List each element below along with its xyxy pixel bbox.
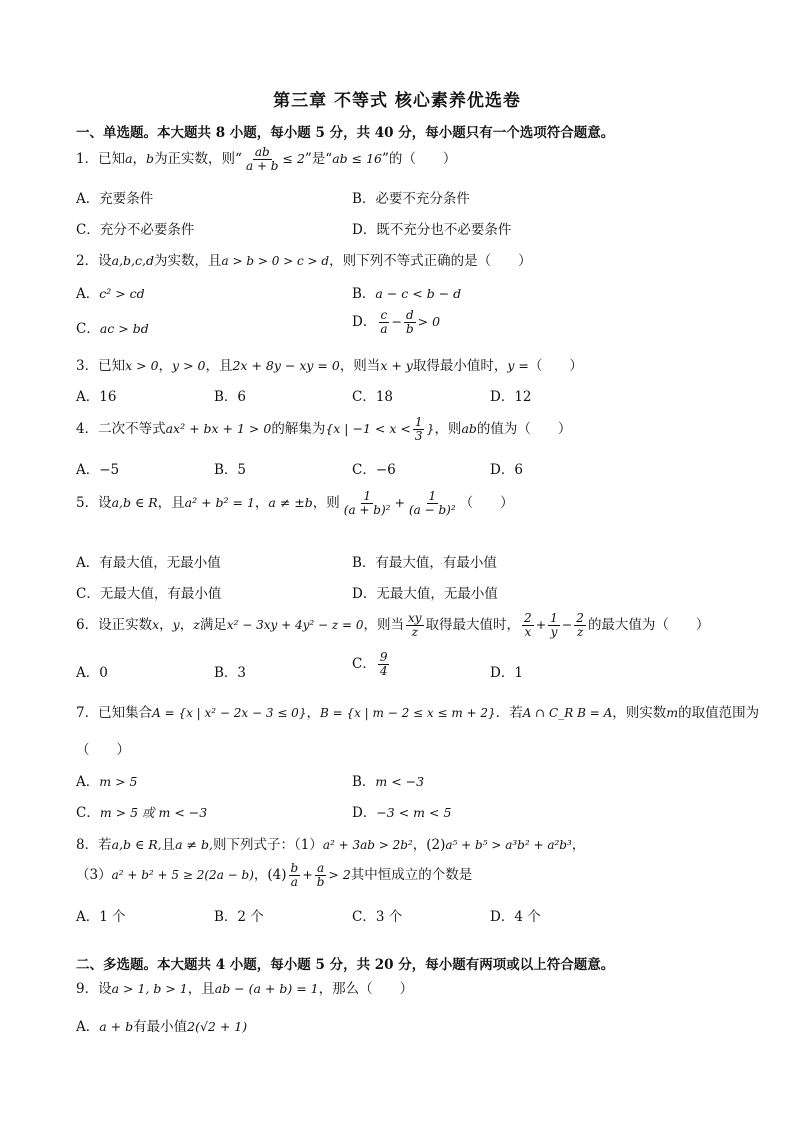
section-heading-multiple-choice: 二、多选题。本大题共 4 小题，每小题 5 分，共 20 分，每小题有两项或以上符合题意。 <box>76 957 615 973</box>
q2-option-d[interactable]: D． $\frac{c}{a}$ − $\frac{d}{b}$ > 0 <box>352 308 441 336</box>
q4-option-a[interactable]: A．−5 <box>76 462 120 478</box>
q5-option-a[interactable]: A．有最大值，无最小值 <box>76 555 221 571</box>
q2-option-a[interactable]: A．c² > cd <box>76 286 145 302</box>
question-9: 9．设a > 1, b > 1，且ab − (a + b) = 1，那么（ ） <box>76 981 414 997</box>
question-5: 5．设a,b ∈ R，且a² + b² = 1，a ≠ ±b，则 $\frac{1}{\text{(a + b)²}}$ + $\frac{1}{\text{(a − b)²}}$ （ ） <box>76 489 514 517</box>
question-8: 8．若a,b ∈ R,且a ≠ b,则下列式子：（1）a² + 3ab > 2b²，(2)a⁵ + b⁵ > a³b² + a²b³， <box>76 837 586 853</box>
q5-option-d[interactable]: D．无最大值，无最小值 <box>352 586 498 602</box>
q8-option-a[interactable]: A．1 个 <box>76 909 126 925</box>
q6-option-b[interactable]: B．3 <box>214 665 247 681</box>
q3-option-c[interactable]: C．18 <box>352 389 394 405</box>
q4-option-d[interactable]: D．6 <box>490 462 523 478</box>
q6-option-c[interactable]: C． $\frac{9}{4}$ <box>352 650 388 678</box>
question-1: 1．已知a，b为正实数，则“ $\frac{ab}{a + b}$ ≤ 2”是“ab ≤ 16”的（ ） <box>76 145 457 173</box>
page-title: 第三章 不等式 核心素养优选卷 <box>273 91 521 111</box>
q7-option-b[interactable]: B．m < −3 <box>352 774 425 790</box>
q2-option-b[interactable]: B．a − c < b − d <box>352 286 462 302</box>
q7-option-c[interactable]: C．m > 5 或 m < −3 <box>76 805 208 821</box>
q7-option-a[interactable]: A．m > 5 <box>76 774 138 790</box>
q6-option-a[interactable]: A．0 <box>76 665 108 681</box>
q8-option-d[interactable]: D．4 个 <box>490 909 541 925</box>
q8-option-b[interactable]: B．2 个 <box>214 909 264 925</box>
question-2: 2．设a,b,c,d为实数，且a > b > 0 > c > d，则下列不等式正确的是（ ） <box>76 253 532 269</box>
q5-option-b[interactable]: B．有最大值，有最小值 <box>352 555 497 571</box>
question-7: 7．已知集合A = {x | x² − 2x − 3 ≤ 0}，B = {x | m − 2 ≤ x ≤ m + 2}．若A ∩ C_R B = A，则实数m的取值范围为 <box>76 705 760 721</box>
question-7-blank: （ ） <box>76 742 130 758</box>
section-heading-single-choice: 一、单选题。本大题共 8 小题，每小题 5 分，共 40 分，每小题只有一个选项符合题意。 <box>76 125 615 141</box>
q1-option-a[interactable]: A．充要条件 <box>76 191 154 207</box>
q3-option-b[interactable]: B．6 <box>214 389 247 405</box>
q4-option-b[interactable]: B．5 <box>214 462 247 478</box>
fraction: $\frac{ab}{a + b}$ <box>245 145 279 173</box>
q1-option-d[interactable]: D．既不充分也不必要条件 <box>352 222 512 238</box>
q1-option-c[interactable]: C．充分不必要条件 <box>76 222 195 238</box>
q6-option-d[interactable]: D．1 <box>490 665 523 681</box>
q5-option-c[interactable]: C．无最大值，有最小值 <box>76 586 222 602</box>
question-4: 4．二次不等式ax² + bx + 1 > 0的解集为{x | −1 < x < $\frac{1}{3}$ }，则ab的值为（ ） <box>76 415 572 443</box>
q2-option-c[interactable]: C．ac > bd <box>76 321 149 337</box>
q3-option-a[interactable]: A．16 <box>76 389 117 405</box>
q1-option-b[interactable]: B．必要不充分条件 <box>352 191 470 207</box>
q9-option-a[interactable]: A．a + b有最小值2(√2 + 1) <box>76 1019 248 1035</box>
q4-option-c[interactable]: C．−6 <box>352 462 396 478</box>
q3-option-d[interactable]: D．12 <box>490 389 532 405</box>
question-6: 6．设正实数x，y，z满足x² − 3xy + 4y² − z = 0，则当 $\frac{xy}{z}$ 取得最大值时， $\frac{2}{x}$ + $\frac{1}{y}$ − $\frac{2}{z}$ 的最大值为（ ） <box>76 611 710 639</box>
question-3: 3．已知x > 0，y > 0，且2x + 8y − xy = 0，则当x + y取得最小值时，y =（ ） <box>76 358 583 374</box>
question-8-line-2: （3）a² + b² + 5 ≥ 2(2a − b)，(4) $\frac{b}{a}$ + $\frac{a}{b}$ > 2其中恒成立的个数是 <box>76 861 473 889</box>
q7-option-d[interactable]: D．−3 < m < 5 <box>352 805 452 821</box>
q8-option-c[interactable]: C．3 个 <box>352 909 403 925</box>
